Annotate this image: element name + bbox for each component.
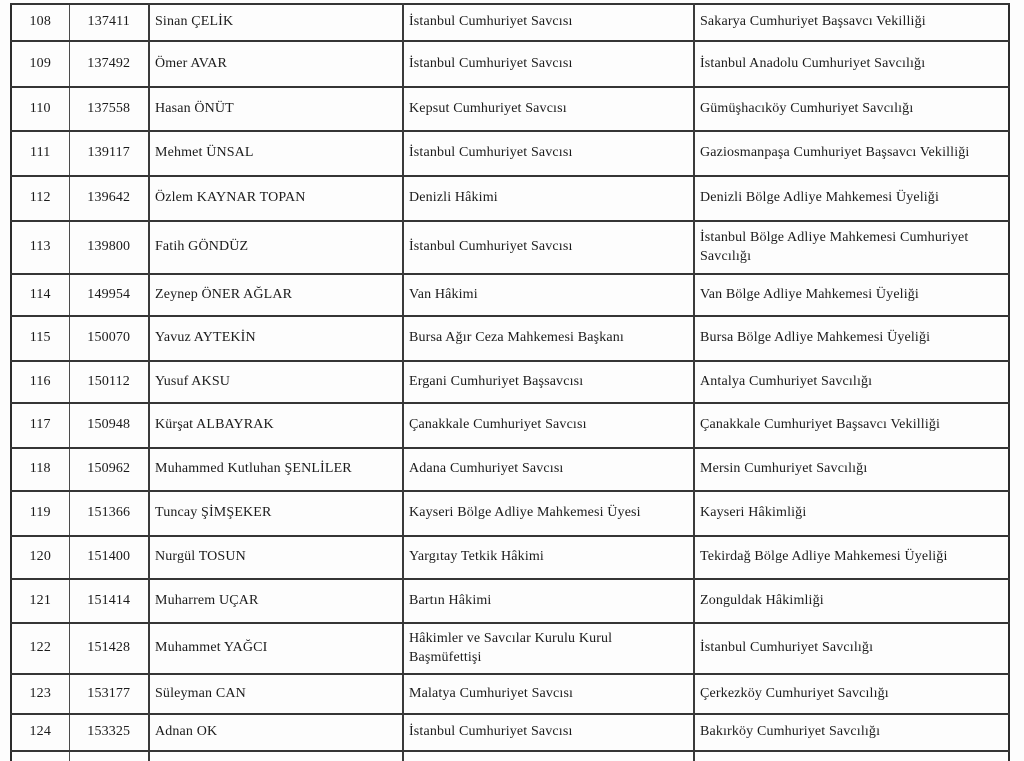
cell-registry-number: 139642 (69, 176, 149, 221)
cell-name: Adnan OK (149, 714, 403, 751)
cell-row-number: 120 (11, 536, 69, 579)
cell-current-position: İstanbul Cumhuriyet Savcısı (403, 4, 694, 41)
cell-current-position: Ergani Cumhuriyet Başsavcısı (403, 361, 694, 403)
cell-registry-number: 137558 (69, 87, 149, 131)
cell-current-position: Bartın Hâkimi (403, 579, 694, 623)
cell-current-position: Kepsut Cumhuriyet Savcısı (403, 87, 694, 131)
cell-current-position: Bursa Ağır Ceza Mahkemesi Başkanı (403, 316, 694, 361)
cell-name: Muhammed Kutluhan ŞENLİLER (149, 448, 403, 491)
cell-registry-number: 149954 (69, 274, 149, 316)
cell-registry-number: 150112 (69, 361, 149, 403)
cell-row-number: 114 (11, 274, 69, 316)
cell-new-position: İstanbul Bölge Adliye Mahkemesi Cumhuriyet Savcılığı (694, 221, 1009, 274)
cell-new-position-partial (694, 751, 1009, 761)
cell-row-number-partial (11, 751, 69, 761)
cell-row-number: 109 (11, 41, 69, 87)
cell-name: Tuncay ŞİMŞEKER (149, 491, 403, 536)
cell-registry-number: 151366 (69, 491, 149, 536)
cell-registry-number: 151400 (69, 536, 149, 579)
cell-new-position: Tekirdağ Bölge Adliye Mahkemesi Üyeliği (694, 536, 1009, 579)
cell-registry-number: 139800 (69, 221, 149, 274)
cell-name: Özlem KAYNAR TOPAN (149, 176, 403, 221)
cell-row-number: 110 (11, 87, 69, 131)
table-row (11, 221, 1009, 274)
table-row (11, 361, 1009, 403)
cell-registry-number: 153325 (69, 714, 149, 751)
cell-new-position: Gaziosmanpaşa Cumhuriyet Başsavcı Vekilliği (694, 131, 1009, 176)
table-row (11, 4, 1009, 41)
cell-registry-number: 150070 (69, 316, 149, 361)
cell-new-position: Antalya Cumhuriyet Savcılığı (694, 361, 1009, 403)
cell-new-position: Mersin Cumhuriyet Savcılığı (694, 448, 1009, 491)
cell-current-position: İstanbul Cumhuriyet Savcısı (403, 131, 694, 176)
table-row (11, 131, 1009, 176)
cell-registry-number-partial (69, 751, 149, 761)
cell-row-number: 119 (11, 491, 69, 536)
cell-name: Süleyman CAN (149, 674, 403, 714)
cell-name: Ömer AVAR (149, 41, 403, 87)
cell-new-position: Van Bölge Adliye Mahkemesi Üyeliği (694, 274, 1009, 316)
cell-name: Hasan ÖNÜT (149, 87, 403, 131)
table-row (11, 714, 1009, 751)
cell-row-number: 115 (11, 316, 69, 361)
cell-new-position: Bursa Bölge Adliye Mahkemesi Üyeliği (694, 316, 1009, 361)
appointments-table (10, 3, 1010, 761)
table-row (11, 41, 1009, 87)
cell-new-position: Bakırköy Cumhuriyet Savcılığı (694, 714, 1009, 751)
cell-row-number: 113 (11, 221, 69, 274)
cell-name: Yavuz AYTEKİN (149, 316, 403, 361)
cell-new-position: Denizli Bölge Adliye Mahkemesi Üyeliği (694, 176, 1009, 221)
cell-name: Muhammet YAĞCI (149, 623, 403, 674)
cell-row-number: 118 (11, 448, 69, 491)
cell-registry-number: 153177 (69, 674, 149, 714)
cell-new-position: Sakarya Cumhuriyet Başsavcı Vekilliği (694, 4, 1009, 41)
cell-row-number: 112 (11, 176, 69, 221)
cell-row-number: 124 (11, 714, 69, 751)
cell-row-number: 116 (11, 361, 69, 403)
table-row (11, 536, 1009, 579)
cell-name: Mehmet ÜNSAL (149, 131, 403, 176)
cell-registry-number: 139117 (69, 131, 149, 176)
cell-current-position: Hâkimler ve Savcılar Kurulu Kurul Başmüfettişi (403, 623, 694, 674)
cell-current-position: İstanbul Cumhuriyet Savcısı (403, 41, 694, 87)
cell-row-number: 123 (11, 674, 69, 714)
table-row (11, 274, 1009, 316)
cell-new-position: İstanbul Cumhuriyet Savcılığı (694, 623, 1009, 674)
cell-new-position: Gümüşhacıköy Cumhuriyet Savcılığı (694, 87, 1009, 131)
cell-current-position: Denizli Hâkimi (403, 176, 694, 221)
cell-current-position-partial (403, 751, 694, 761)
cell-current-position: Adana Cumhuriyet Savcısı (403, 448, 694, 491)
cell-name: Nurgül TOSUN (149, 536, 403, 579)
table-row (11, 491, 1009, 536)
cell-name: Sinan ÇELİK (149, 4, 403, 41)
cell-new-position: Kayseri Hâkimliği (694, 491, 1009, 536)
cell-row-number: 108 (11, 4, 69, 41)
cell-new-position: Zonguldak Hâkimliği (694, 579, 1009, 623)
cell-row-number: 117 (11, 403, 69, 448)
cell-name: Fatih GÖNDÜZ (149, 221, 403, 274)
cell-current-position: İstanbul Cumhuriyet Savcısı (403, 714, 694, 751)
table-row (11, 316, 1009, 361)
cell-current-position: İstanbul Cumhuriyet Savcısı (403, 221, 694, 274)
table-row (11, 403, 1009, 448)
cell-row-number: 122 (11, 623, 69, 674)
cell-current-position: Kayseri Bölge Adliye Mahkemesi Üyesi (403, 491, 694, 536)
cell-registry-number: 151428 (69, 623, 149, 674)
cell-row-number: 121 (11, 579, 69, 623)
cell-registry-number: 137492 (69, 41, 149, 87)
cell-registry-number: 137411 (69, 4, 149, 41)
cell-new-position: Çerkezköy Cumhuriyet Savcılığı (694, 674, 1009, 714)
cell-name: Yusuf AKSU (149, 361, 403, 403)
table-row (11, 674, 1009, 714)
table-row (11, 87, 1009, 131)
cell-current-position: Çanakkale Cumhuriyet Savcısı (403, 403, 694, 448)
cell-current-position: Van Hâkimi (403, 274, 694, 316)
cell-name-partial (149, 751, 403, 761)
table-row-partial (11, 751, 1009, 761)
cell-name: Zeynep ÖNER AĞLAR (149, 274, 403, 316)
cell-registry-number: 150948 (69, 403, 149, 448)
cell-new-position: İstanbul Anadolu Cumhuriyet Savcılığı (694, 41, 1009, 87)
cell-registry-number: 150962 (69, 448, 149, 491)
table-row (11, 176, 1009, 221)
table-row (11, 623, 1009, 674)
cell-registry-number: 151414 (69, 579, 149, 623)
cell-current-position: Malatya Cumhuriyet Savcısı (403, 674, 694, 714)
cell-name: Muharrem UÇAR (149, 579, 403, 623)
cell-row-number: 111 (11, 131, 69, 176)
cell-new-position: Çanakkale Cumhuriyet Başsavcı Vekilliği (694, 403, 1009, 448)
cell-name: Kürşat ALBAYRAK (149, 403, 403, 448)
table-row (11, 448, 1009, 491)
cell-current-position: Yargıtay Tetkik Hâkimi (403, 536, 694, 579)
table-row (11, 579, 1009, 623)
